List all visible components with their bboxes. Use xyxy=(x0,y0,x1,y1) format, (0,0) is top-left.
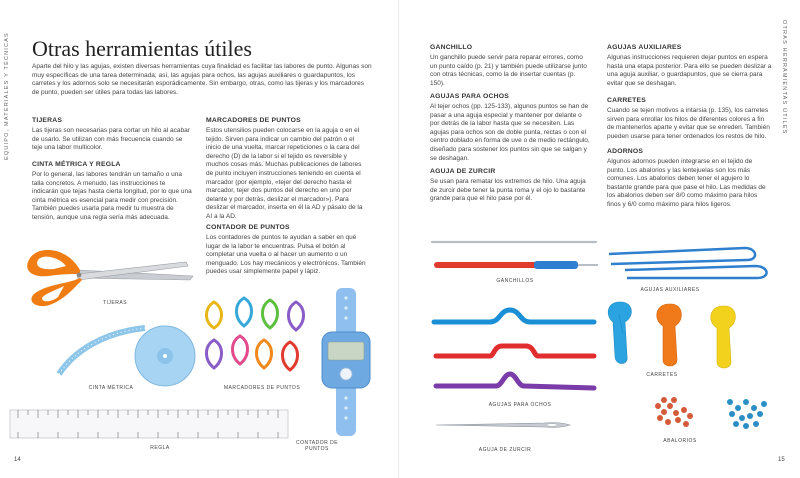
marcadores-heading: MARCADORES DE PUNTOS xyxy=(206,117,301,124)
left-page-number: 14 xyxy=(14,457,21,463)
stitch-markers-illustration xyxy=(200,296,320,378)
ochos-caption: AGUJAS PARA OCHOS xyxy=(488,402,552,408)
auxiliares-caption: AGUJAS AUXILIARES xyxy=(640,287,700,293)
adornos-text: Algunos adornos pueden integrarse en el tejido de punto. Los abalorios y las lentejuelas son los más comunes. Los abalorios deben tener el agujero lo bastante grande para que pase el hilo. Las medidas de los abalorios deben ser 8/0 como máximo para hilos finos y 6/0 como máximo para hilos ligeros. xyxy=(607,158,766,208)
intro-paragraph: Aparte del hilo y las agujas, existen diversas herramientas cuya finalidad es facilitar las labores de punto. Algunas son muy específicas de una tarea determinada; así, las agujas para ochos, las agujas auxiliares o guardapuntos, los carretes y los adornos solo se necesitarán esporádicamente. Sin embargo, otras, como las tijeras y los marcadores de punto, pueden ser útiles para todas las labores. xyxy=(32,63,372,96)
right-page-number: 15 xyxy=(778,457,785,463)
marcadores-text: Estos utensilios pueden colocarse en la aguja o en el tejido. Sirven para indicar un cambio del patrón o el inicio de una vuelta, marcar repeticiones o la cara del derecho (D) de la labor si el tejido es reversible y muchos cosas más. Muchas publicaciones de labores de punto incluyen instrucciones teniendo en cuenta el marcador (por ejemplo, «tejer del derecho hasta el marcador, tejer dos puntos del derecho en uno por delante y por detrás, deslizar el marcador»). Para deslizar el marcador, inserta en él la AD y pásalo de la AI a la AD. xyxy=(206,127,363,220)
page-title: Otras herramientas útiles xyxy=(32,36,252,61)
tape-measure-illustration xyxy=(55,310,215,390)
cinta-caption: CINTA MÉTRICA xyxy=(88,385,134,391)
auxiliares-heading: AGUJAS AUXILIARES xyxy=(607,44,682,51)
auxiliares-text: Algunas instrucciones requieren dejar puntos en espera hasta una etapa posterior. Para ello se pueden deslizar a una aguja auxiliar, o guardapuntos, que se cierra para evitar que se deshagan. xyxy=(607,54,772,87)
ganchillos-caption: GANCHILLOS xyxy=(496,278,534,284)
cinta-heading: CINTA MÉTRICA Y REGLA xyxy=(32,161,121,168)
carretes-text: Cuando se tejen motivos a intarsia (p. 135), los carretes sirven para enrollar los hilos de diferentes colores a fin de mantenerlos aparte y evitar que se enreden. También pueden usarse para tener ordenados los restos de hilo. xyxy=(607,107,770,140)
right-side-label: OTRAS HERRAMIENTAS ÚTILES xyxy=(781,20,787,135)
left-side-label: EQUIPO, MATERIALES Y TÉCNICAS xyxy=(4,32,10,160)
cinta-text: Por lo general, las labores tendrán un tamaño o una talla concretos. A menudo, las instrucciones te indicarán que tejas hasta cierta longitud, por lo que una cinta métrica es esencial para medir con precisión. También puedes usarla para medir tu muestra de tensión, aunque una regla sería más adecuada. xyxy=(32,171,192,221)
ochos-text: Al tejer ochos (pp. 125-133), algunos puntos se han de pasar a una aguja especial y mantener por delante o por detrás de la labor hasta que se necesiten. Las agujas para ochos son de doble punta, rectas o con el centro doblado en forma de uve o de medio rectángulo, diseñado para sostener los puntos sin que se salgan y se deshagan. xyxy=(430,103,590,162)
bobbins-illustration xyxy=(605,300,765,370)
contador-caption: CONTADOR DE PUNTOS xyxy=(295,440,339,452)
marcadores-caption: MARCADORES DE PUNTOS xyxy=(223,385,301,391)
cable-needles-illustration xyxy=(430,300,600,396)
ganchillo-heading: GANCHILLO xyxy=(430,44,473,51)
adornos-heading: ADORNOS xyxy=(607,148,644,155)
abalorios-caption: ABALORIOS xyxy=(663,438,697,444)
beads-illustration xyxy=(650,396,770,436)
zurcir-heading: AGUJA DE ZURCIR xyxy=(430,168,496,175)
tijeras-heading: TIJERAS xyxy=(32,117,63,124)
right-page xyxy=(400,0,800,478)
ganchillo-text: Un ganchillo puede servir para reparar errores, como un punto caído (p. 21) y también puede utilizarse junto con otras técnicas, como la de insertar cuentas (p. 150). xyxy=(430,54,587,87)
zurcir-caption: AGUJA DE ZURCIR xyxy=(478,447,532,453)
zurcir-text: Se usan para rematar los extremos de hilo. Una aguja de zurcir debe tener la punta roma y el ojo lo bastante grande para que el hilo pase por él. xyxy=(430,178,586,203)
carretes-heading: CARRETES xyxy=(607,97,646,104)
ochos-heading: AGUJAS PARA OCHOS xyxy=(430,93,509,100)
carretes-caption: CARRETES xyxy=(646,372,678,378)
crochet-hooks-illustration xyxy=(430,236,600,276)
contador-text: Los contadores de puntos te ayudan a saber en qué lugar de la labor te encuentras. Pulsa el botón al completar una vuelta o al hacer un aumento o un menguado. Los hay mecánicos y electrónicos. También puedes usar simplemente papel y lápiz. xyxy=(206,234,366,276)
tijeras-text: Las tijeras son necesarias para cortar un hilo al acabar de usarlo. Se utilizan con más frecuencia cuando se teje una labor multicolor. xyxy=(32,127,190,152)
tijeras-caption: TIJERAS xyxy=(102,300,128,306)
darning-needle-illustration xyxy=(434,418,574,432)
ruler-illustration xyxy=(10,408,290,440)
row-counter-illustration xyxy=(318,288,374,438)
regla-caption: REGLA xyxy=(150,445,170,451)
contador-heading: CONTADOR DE PUNTOS xyxy=(206,224,290,231)
stitch-holders-illustration xyxy=(605,240,785,284)
